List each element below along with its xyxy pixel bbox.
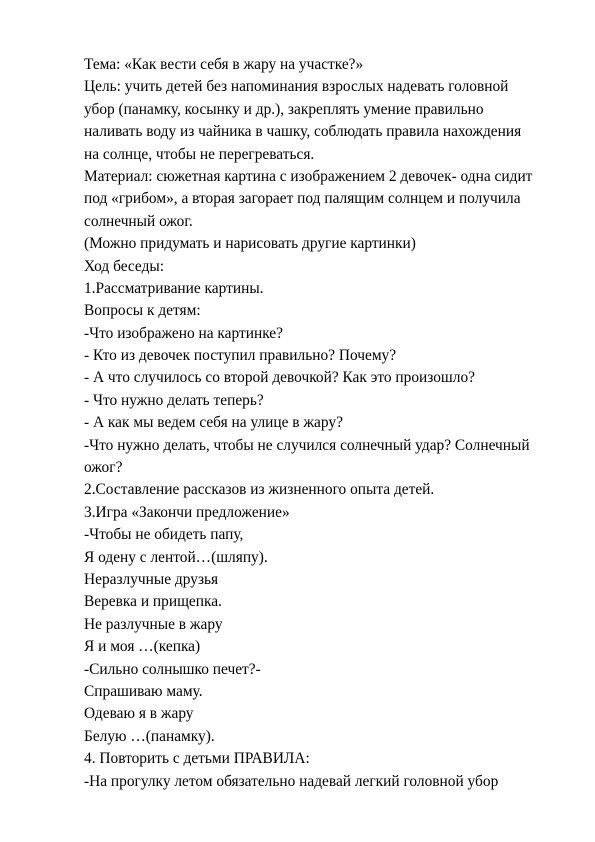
document-text bbox=[84, 54, 554, 793]
goal-line: наливать воду из чайника в чашку, соблюдать правила нахождения bbox=[84, 123, 522, 141]
section-heading: 2.Составление рассказов из жизненного опыта детей. bbox=[84, 481, 435, 499]
question-line: ожог? bbox=[84, 459, 123, 477]
rule-line: -На прогулку летом обязательно надевай легкий головной убор bbox=[84, 772, 499, 790]
section-heading: 1.Рассматривание картины. bbox=[84, 279, 264, 297]
material-line: под «грибом», а вторая загорает под палящим солнцем и получила bbox=[84, 190, 521, 208]
poem-line: Я и моя …(кепка) bbox=[84, 638, 201, 656]
material-line: Материал: сюжетная картина с изображением 2 девочек- одна сидит bbox=[84, 167, 533, 185]
note-line: (Можно придумать и нарисовать другие картинки) bbox=[84, 235, 416, 253]
question-line: - А что случилось со второй девочкой? Как это произошло? bbox=[84, 369, 475, 387]
poem-line: Не разлучные в жару bbox=[84, 615, 223, 633]
section-heading: 4. Повторить с детьми ПРАВИЛА: bbox=[84, 750, 310, 768]
question-line: - А как мы ведем себя на улице в жару? bbox=[84, 414, 343, 432]
section-heading: Ход беседы: bbox=[84, 257, 165, 275]
questions-heading: Вопросы к детям: bbox=[84, 302, 201, 320]
poem-line: Одеваю я в жару bbox=[84, 705, 194, 723]
section-heading: 3.Игра «Закончи предложение» bbox=[84, 503, 290, 521]
goal-line: на солнце, чтобы не перегреваться. bbox=[84, 145, 315, 163]
goal-line: убор (панамку, косынку и др.), закреплять умение правильно bbox=[84, 100, 484, 118]
poem-line: Белую …(панамку). bbox=[84, 727, 215, 745]
poem-line: Спрашиваю маму. bbox=[84, 682, 203, 700]
question-line: - Что нужно делать теперь? bbox=[84, 391, 264, 409]
question-line: -Что изображено на картинке? bbox=[84, 324, 283, 342]
poem-line: Я одену с лентой…(шляпу). bbox=[84, 548, 268, 566]
goal-line: Цель: учить детей без напоминания взрослых надевать головной bbox=[84, 78, 509, 96]
poem-line: -Сильно солнышко печет?- bbox=[84, 660, 261, 678]
question-line: - Кто из девочек поступил правильно? Почему? bbox=[84, 347, 397, 365]
question-line: -Что нужно делать, чтобы не случился солнечный удар? Солнечный bbox=[84, 436, 530, 454]
material-line: солнечный ожог. bbox=[84, 212, 193, 230]
poem-line: Неразлучные друзья bbox=[84, 570, 219, 588]
poem-line: Веревка и прищепка. bbox=[84, 593, 222, 611]
poem-line: -Чтобы не обидеть папу, bbox=[84, 526, 244, 544]
topic-line: Тема: «Как вести себя в жару на участке?» bbox=[84, 56, 364, 73]
